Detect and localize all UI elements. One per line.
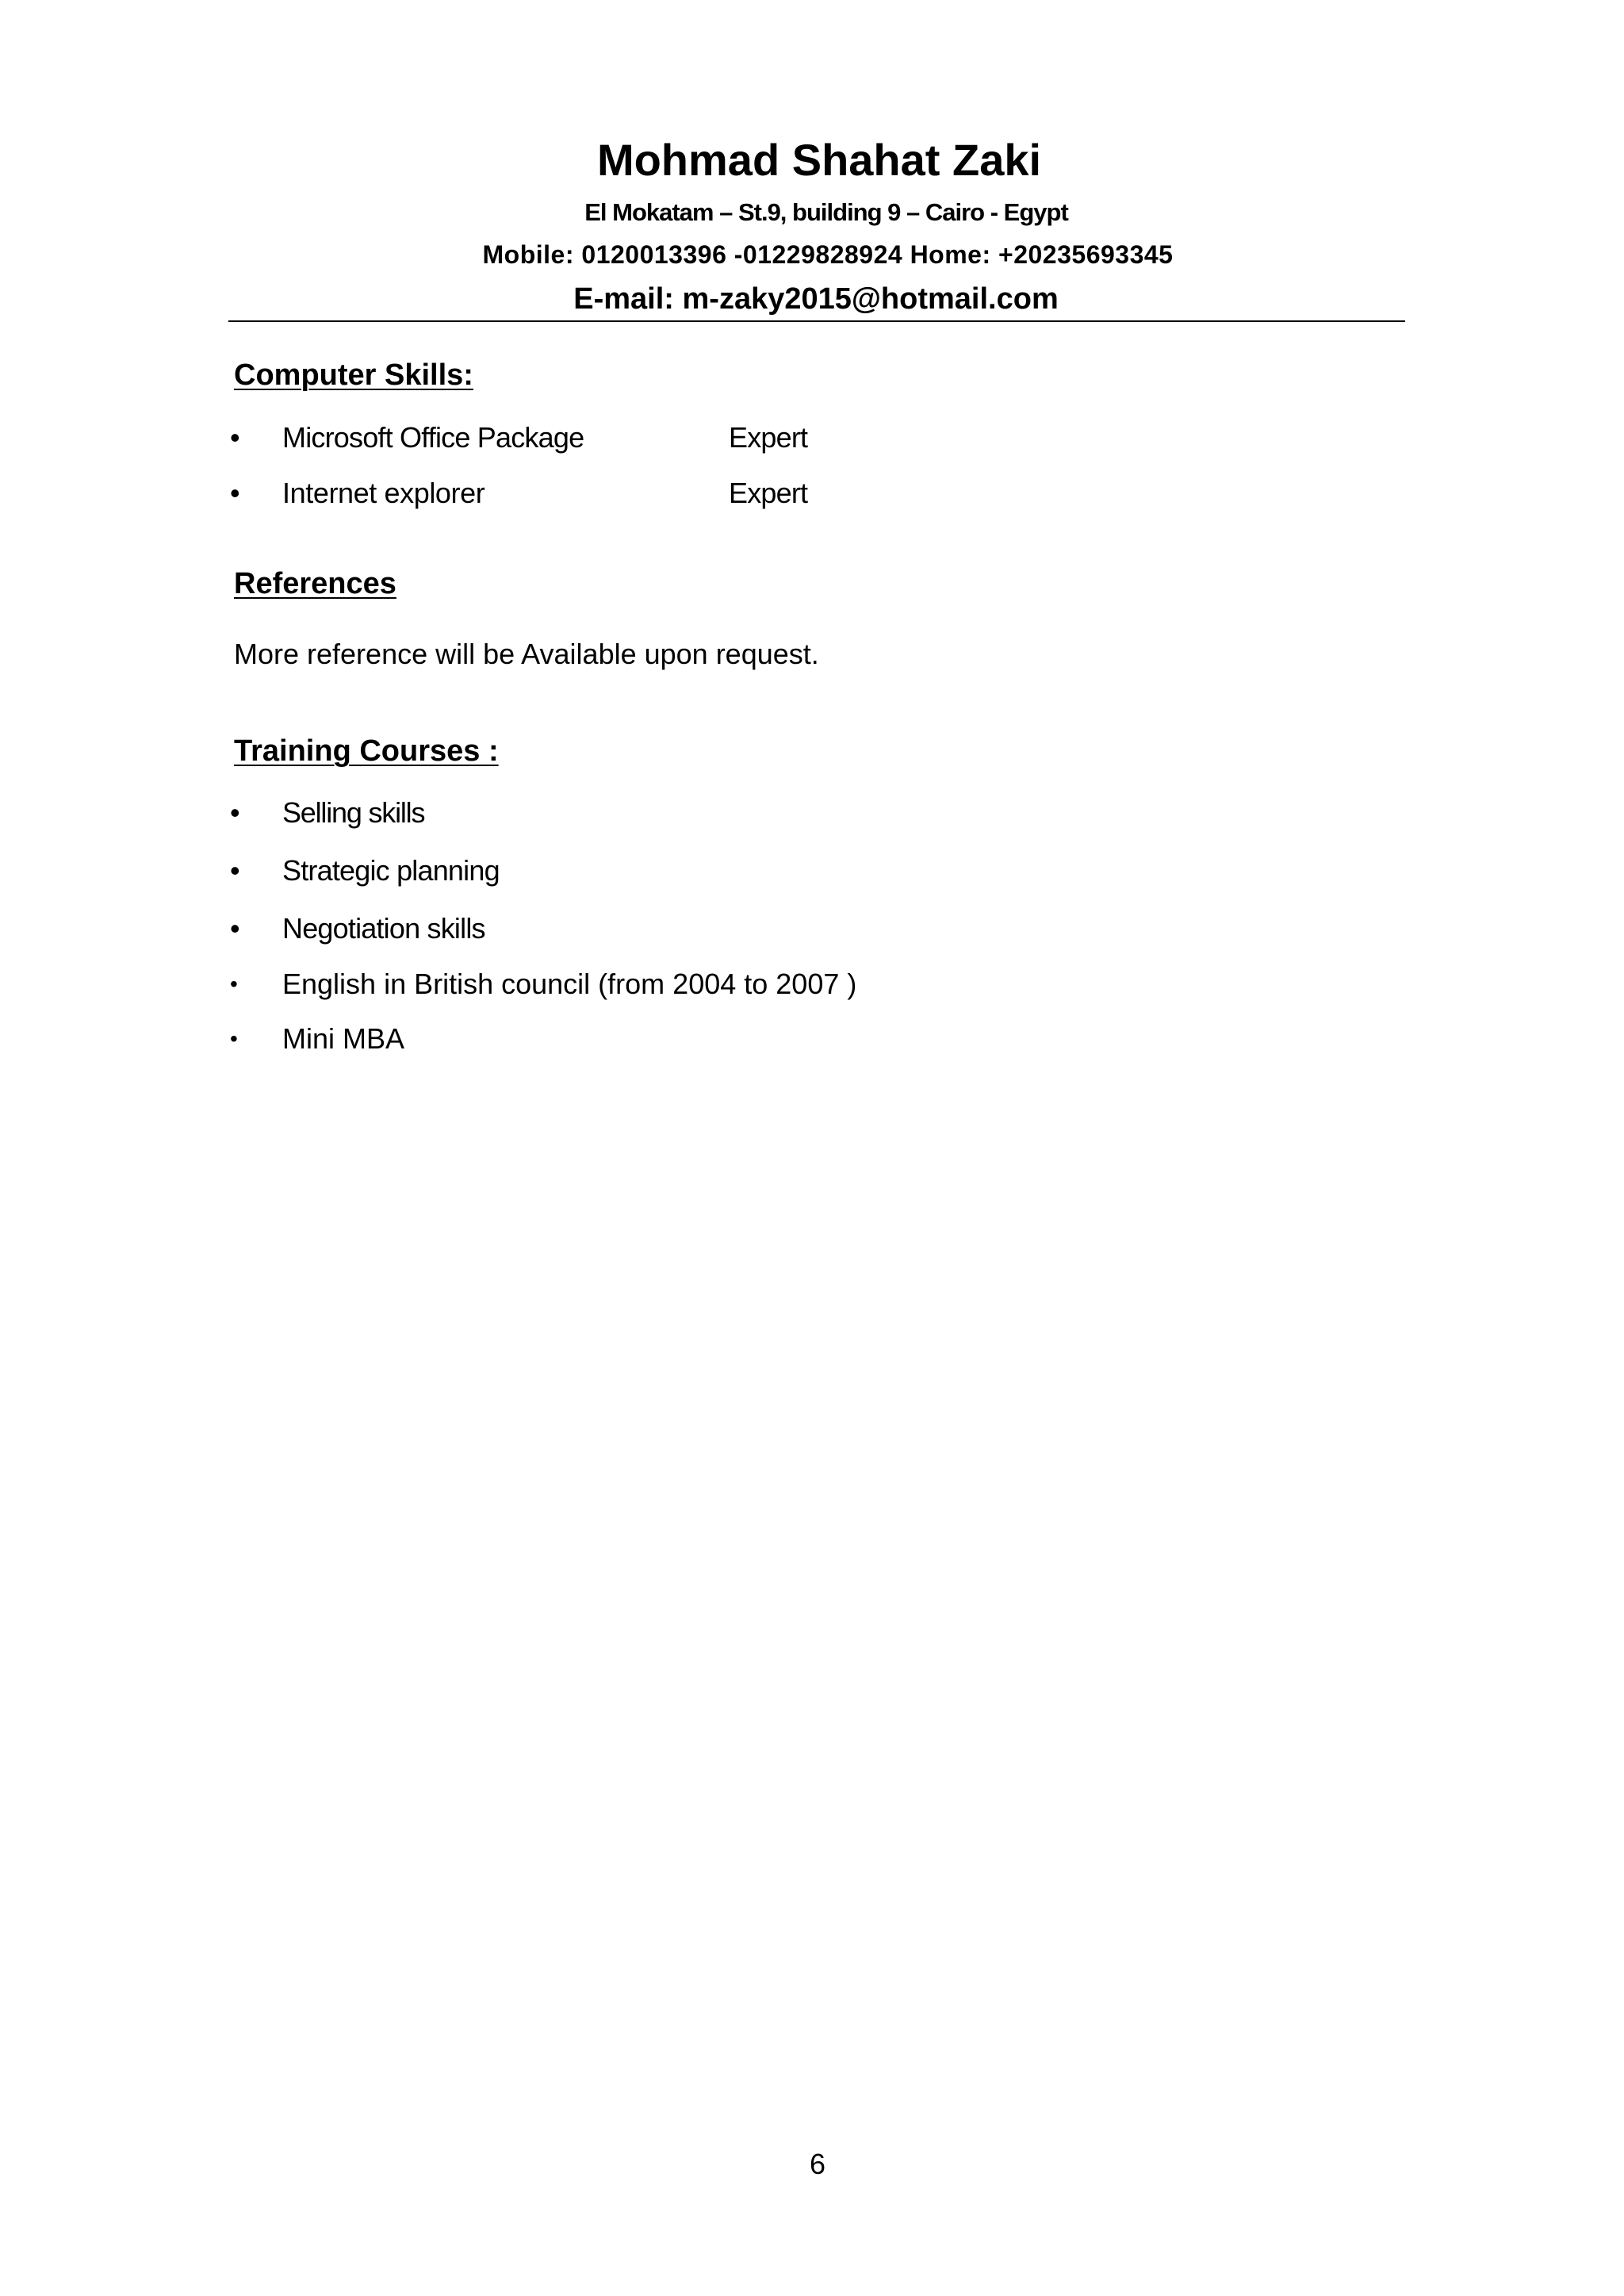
bullet-icon: • bbox=[230, 477, 240, 509]
computer-skills-heading: Computer Skills: bbox=[234, 358, 473, 392]
skill-name: Internet explorer bbox=[282, 477, 485, 509]
bullet-icon: • bbox=[230, 912, 240, 945]
references-text: More reference will be Available upon request. bbox=[234, 638, 819, 670]
bullet-icon: • bbox=[230, 796, 240, 829]
course-name: Mini MBA bbox=[282, 1022, 405, 1055]
skill-level: Expert bbox=[729, 477, 808, 509]
skill-name: Microsoft Office Package bbox=[282, 421, 584, 454]
bullet-icon: • bbox=[230, 1026, 238, 1051]
course-name: Strategic planning bbox=[282, 854, 500, 887]
page-number: 6 bbox=[809, 2148, 826, 2180]
course-name: Negotiation skills bbox=[282, 912, 485, 945]
course-name: Selling skills bbox=[282, 796, 425, 829]
course-name: English in British council (from 2004 to 2007 ) bbox=[282, 968, 857, 1000]
applicant-name: Mohmad Shahat Zaki bbox=[596, 135, 1042, 185]
bullet-icon: • bbox=[230, 854, 240, 887]
bullet-icon: • bbox=[230, 972, 238, 996]
references-heading: References bbox=[234, 567, 396, 600]
applicant-phones: Mobile: 0120013396 -01229828924 Home: +20235693345 bbox=[482, 240, 1174, 269]
training-courses-heading: Training Courses : bbox=[234, 734, 499, 768]
applicant-address: El Mokatam – St.9, building 9 – Cairo - Egypt bbox=[584, 198, 1068, 226]
bullet-icon: • bbox=[230, 421, 240, 454]
header-divider bbox=[228, 320, 1405, 322]
skill-level: Expert bbox=[729, 421, 808, 454]
applicant-email: E-mail: m-zaky2015@hotmail.com bbox=[573, 282, 1059, 316]
